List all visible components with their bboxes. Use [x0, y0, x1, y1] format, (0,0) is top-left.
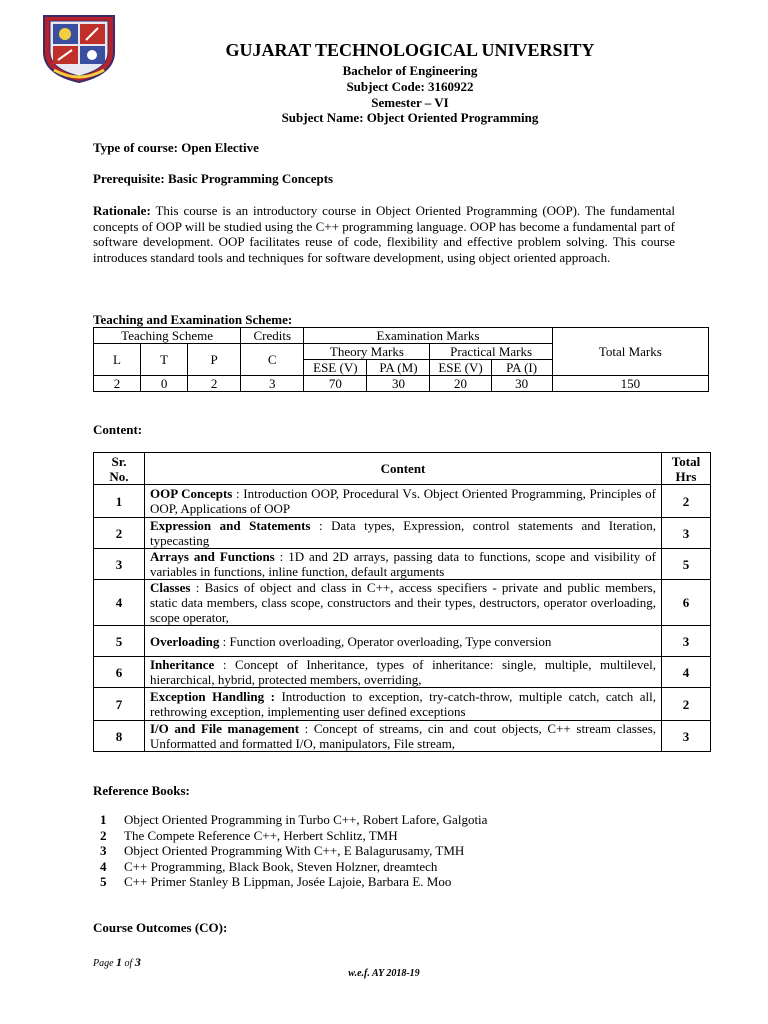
content-row-text [145, 688, 662, 721]
content-heading: Content: [93, 422, 143, 437]
scheme-pa-m: PA (M) [367, 360, 430, 376]
scheme-ese-v2: ESE (V) [430, 360, 491, 376]
content-row [94, 580, 711, 626]
reference-text: The Compete Reference C++, Herbert Schlitz, TMH [124, 827, 398, 843]
effective-year: w.e.f. AY 2018-19 [348, 968, 420, 979]
content-row-number: 8 [94, 721, 145, 752]
content-row-number: 4 [94, 580, 145, 626]
scheme-pa-i: PA (I) [491, 360, 552, 376]
scheme-val-l: 2 [94, 376, 141, 392]
content-col-content: Content [145, 453, 662, 485]
content-row-number: 7 [94, 688, 145, 721]
reference-item [100, 874, 487, 890]
content-row-title: Exception Handling : [150, 689, 275, 704]
subject-name: Subject Name: Object Oriented Programming [281, 110, 539, 125]
content-row-text [145, 721, 662, 752]
scheme-p: P [188, 344, 241, 376]
content-row [94, 518, 711, 549]
content-row-title: OOP Concepts [150, 486, 233, 501]
reference-item [100, 843, 487, 859]
content-row-title: Inheritance [150, 657, 215, 672]
content-row [94, 626, 711, 657]
reference-text: C++ Programming, Black Book, Steven Holzner, dreamtech [124, 858, 438, 874]
reference-item [100, 859, 487, 875]
content-row-text [145, 657, 662, 688]
content-row [94, 657, 711, 688]
content-row-hours: 3 [662, 626, 711, 657]
content-row-text [145, 549, 662, 580]
scheme-t: T [141, 344, 188, 376]
content-row-number: 3 [94, 549, 145, 580]
content-row [94, 485, 711, 518]
references-heading: Reference Books: [93, 783, 190, 798]
content-row-number: 2 [94, 518, 145, 549]
content-row-text [145, 580, 662, 626]
outcomes-heading: Course Outcomes (CO): [93, 920, 228, 935]
scheme-col-total: Total Marks [552, 328, 708, 376]
content-row-hours: 4 [662, 657, 711, 688]
content-row [94, 549, 711, 580]
content-row-title: Overloading [150, 633, 220, 649]
content-row-description: : Concept of Inheritance, types of inheritance: single, multiple, multilevel, hierarchical, hybrid, protected members, overriding, [150, 657, 656, 687]
content-row-title: Expression and Statements [150, 518, 311, 533]
reference-number: 3 [100, 843, 107, 858]
scheme-val-pam: 30 [367, 376, 430, 392]
scheme-theory: Theory Marks [304, 344, 430, 360]
scheme-heading: Teaching and Examination Scheme: [93, 312, 293, 327]
rationale-label: Rationale: [93, 203, 151, 218]
content-row-description: : Data types, Expression, control statements and Iteration, typecasting [150, 518, 656, 548]
content-row [94, 721, 711, 752]
scheme-col-teaching: Teaching Scheme [94, 328, 241, 344]
scheme-table [93, 327, 709, 392]
rationale-text: This course is an introductory course in Object Oriented Programming (OOP). The fundamental concepts of OOP will be studied using the C++ programming language. OOP has become a fundamental part of software development. OOP facilitates reuse of code, flexibility and effective problem solving. This course introduces standard tools and techniques for software development, using object oriented approach. [93, 203, 675, 265]
degree-title: Bachelor of Engineering [342, 63, 478, 78]
page-of: of [122, 958, 135, 969]
scheme-col-credits: Credits [241, 328, 304, 344]
content-col-sr: Sr. No. [94, 453, 145, 485]
content-row-number: 5 [94, 626, 145, 657]
scheme-c: C [241, 344, 304, 376]
scheme-col-exam: Examination Marks [304, 328, 552, 344]
semester: Semester – VI [371, 95, 449, 110]
content-row-text [145, 626, 662, 657]
page-word: Page [93, 958, 117, 969]
reference-number: 4 [100, 858, 107, 874]
scheme-val-pai: 30 [491, 376, 552, 392]
scheme-val-ese: 70 [304, 376, 367, 392]
content-row-description: : 1D and 2D arrays, passing data to functions, scope and visibility of variables in functions, inline function, default arguments [150, 549, 656, 579]
university-title: GUJARAT TECHNOLOGICAL UNIVERSITY [225, 40, 595, 60]
scheme-val-total: 150 [552, 376, 708, 392]
content-row-description: Introduction to exception, try-catch-throw, multiple catch, catch all, rethrowing exception, implementing user defined exceptions [150, 689, 657, 719]
content-row-hours: 2 [662, 485, 711, 518]
reference-text: Object Oriented Programming With C++, E Balagurusamy, TMH [124, 843, 465, 858]
content-row-hours: 3 [662, 721, 711, 752]
content-row-hours: 6 [662, 580, 711, 626]
scheme-practical: Practical Marks [430, 344, 552, 360]
page-total: 3 [134, 955, 141, 969]
scheme-l: L [94, 344, 141, 376]
content-row-hours: 5 [662, 549, 711, 580]
content-row-description: : Basics of object and class in C++, access specifiers - private and public members, static data members, class scope, constructors and their types, destructors, operator overloading, scope operator, [150, 580, 656, 625]
content-row [94, 688, 711, 721]
content-col-hrs: Total Hrs [662, 453, 711, 485]
scheme-val-ese2: 20 [430, 376, 491, 392]
references-list [100, 812, 487, 890]
reference-text: Object Oriented Programming in Turbo C++, Robert Lafore, Galgotia [124, 812, 488, 827]
reference-item [100, 812, 487, 828]
rationale [93, 203, 675, 265]
content-row-description: : Introduction OOP, Procedural Vs. Object Oriented Programming, Principles of OOP, Applications of OOP [150, 486, 656, 516]
scheme-val-p: 2 [188, 376, 241, 392]
reference-number: 2 [100, 827, 107, 843]
course-type: Type of course: Open Elective [93, 140, 259, 155]
content-row-description: : Function overloading, Operator overloading, Type conversion [219, 633, 552, 649]
subject-code: Subject Code: 3160922 [346, 79, 474, 94]
content-row-title: I/O and File management [150, 721, 300, 736]
content-row-hours: 2 [662, 688, 711, 721]
content-row-number: 1 [94, 485, 145, 518]
content-row-title: Classes [150, 580, 191, 595]
reference-item [100, 828, 487, 844]
content-row-description: : Concept of streams, cin and cout objects, C++ stream classes, Unformatted and formatted I/O, manipulators, File stream, [150, 721, 656, 751]
prerequisite: Prerequisite: Basic Programming Concepts [93, 171, 334, 186]
content-row-text [145, 485, 662, 518]
content-row-hours: 3 [662, 518, 711, 549]
content-row-number: 6 [94, 657, 145, 688]
content-row-title: Arrays and Functions [150, 549, 275, 564]
scheme-ese-v: ESE (V) [304, 360, 367, 376]
scheme-val-t: 0 [141, 376, 188, 392]
reference-number: 5 [100, 874, 107, 889]
content-table [93, 452, 711, 752]
page-current: 1 [116, 955, 123, 969]
reference-text: C++ Primer Stanley B Lippman, Josée Lajoie, Barbara E. Moo [124, 874, 452, 889]
content-row-text [145, 518, 662, 549]
scheme-val-c: 3 [241, 376, 304, 392]
reference-number: 1 [100, 812, 107, 827]
